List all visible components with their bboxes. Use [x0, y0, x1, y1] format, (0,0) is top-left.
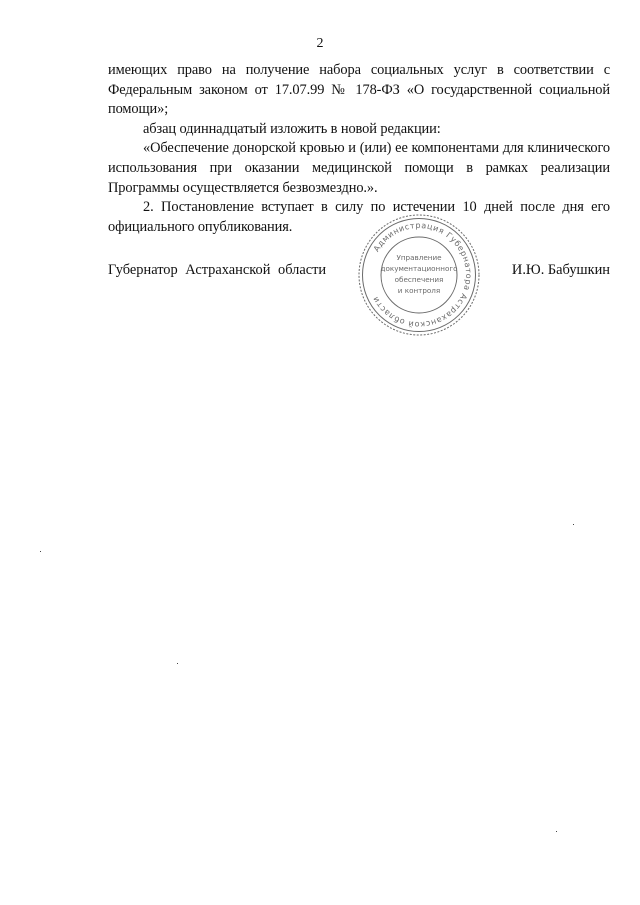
paragraph-amendment-text: «Обеспечение донорской кровью и (или) ее компонентами для клинического использования при оказании медицинской помощи в рамках реализации Программы осуществляется безвозмездно.». — [108, 140, 610, 196]
paragraph-effective-date: 2. Постановление вступает в силу по истечении 10 дней после дня его официального опубликования. — [108, 199, 610, 235]
scan-speck — [573, 524, 574, 525]
scan-speck — [556, 831, 557, 832]
seal-ring-text: Администрация Губернатора Астраханской области — [370, 220, 474, 330]
paragraph-continuation: имеющих право на получение набора социальных услуг в соответствии с Федеральным законом от 17.07.99 № 178-ФЗ «О государственной социальной помощи»; — [108, 62, 610, 118]
signatory-title: Губернатор Астраханской области — [108, 262, 327, 278]
seal-center-line: обеспечения — [394, 275, 444, 284]
paragraph-amendment-intro: абзац одиннадцатый изложить в новой редакции: — [143, 120, 441, 137]
scan-speck — [177, 663, 178, 664]
seal-center-line: документационного — [380, 264, 458, 273]
scan-speck — [40, 551, 41, 552]
seal-center-line: Управление — [396, 253, 442, 262]
official-seal-stamp — [356, 212, 482, 338]
document-body — [108, 61, 610, 237]
signatory-name: И.Ю. Бабушкин — [511, 262, 610, 278]
seal-center-line: и контроля — [397, 286, 441, 295]
page-number: 2 — [316, 36, 324, 51]
